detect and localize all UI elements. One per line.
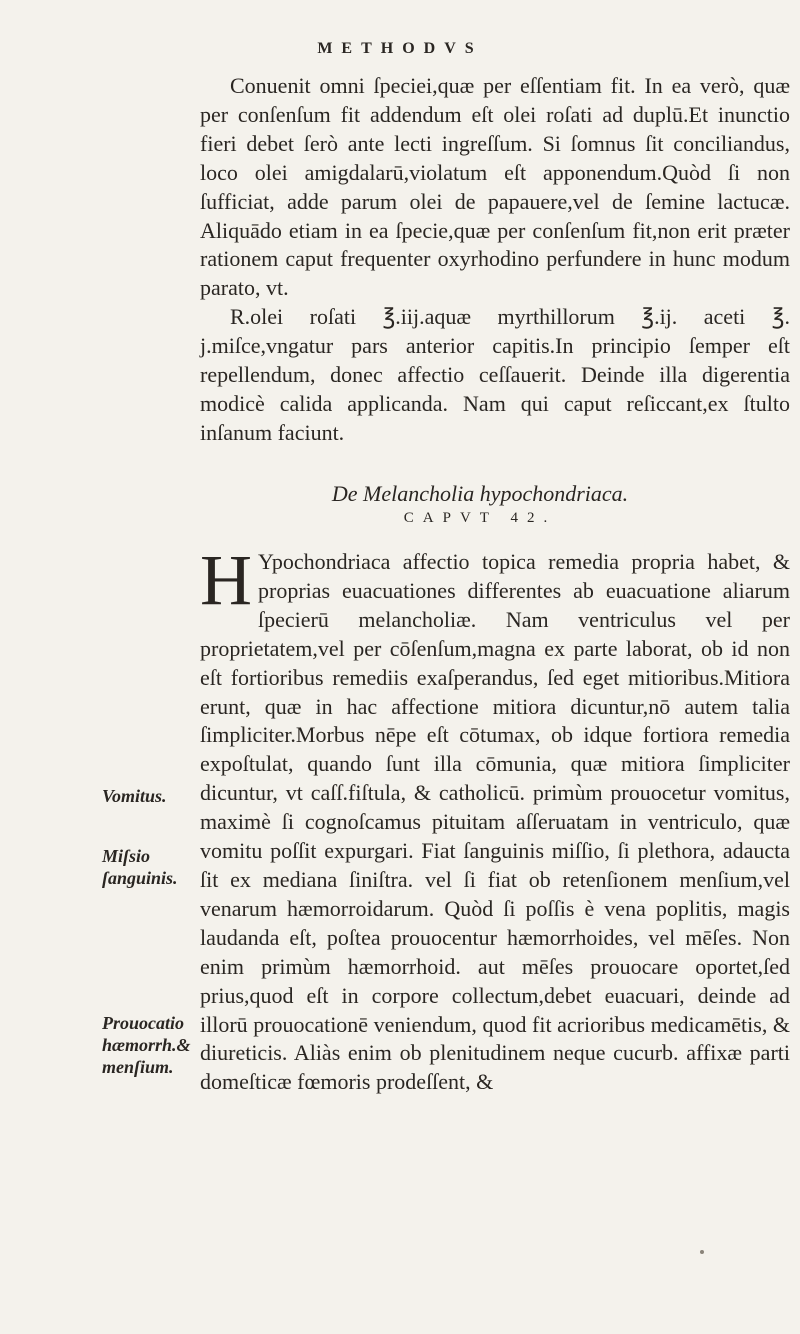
running-head: METHODVS (317, 40, 483, 57)
chapter-heading: De Melancholia hypochondriaca. (331, 481, 629, 506)
chapter-number: CAPVT 42. (403, 510, 557, 526)
text-block-top (200, 72, 790, 448)
margin-note-vomitus: Vomitus. (102, 786, 167, 806)
recipe-paragraph: R.olei roſati ℥.iij.aquæ myrthillorum ℥.ij. aceti ℥. j.miſce,vngatur pars anterior capitis.In principio ſemper eſt repellendum, donec affectio ceſſauerit. Deinde illa digerentia modicè calida applicanda. Nam qui caput reſiccant,ex ſtulto inſanum faciunt. (200, 304, 790, 445)
ink-speck (700, 1250, 704, 1254)
chapter-paragraph (200, 540, 790, 1097)
chapter-text: Ypochondriaca affectio topica remedia propria habet, & proprias euacuationes differentes ab euacuatione aliarum ſpecierū melancholiæ. Nam ventriculus vel per proprietatem,vel per cōſenſum,magna ex parte laborat, ob id non eſt fortioribus remediis exaſperandus, ſed eget mitioribus.Mitiora erunt, quæ in hac affectione mitiora dicuntur,nō autem talia ſimpliciter.Morbus nēpe eſt cōtumax, ob idque fortiora remedia expoſtulat, quando ſunt illa cōmunia, quæ mitiora ſimpliciter dicuntur, vt caſſ.fiſtula, & catholicū. primùm prouocetur vomitus, maximè ſi cognoſcamus pituitam aſſeruatam in ventriculo, quæ vomitu poſſit expurgari. Fiat ſanguinis miſſio, ſi plethora, adaucta ſit ex mediana ſiniſtra. vel ſi fiat ob retenſionem menſium,vel venarum hæmorroidarum. Quòd ſi poſſis è vena poplitis, magis laudanda eſt, poſtea prouocentur hæmorrhoides, vel mēſes. Non enim primùm hæmorrhoid. aut mēſes prouocare oportet,ſed prius,quod eſt in corpore collectum,debet euacuari, deinde ad illorū prouocationē veniendum, quod fit acrioribus medicamētis, & diureticis. Aliàs enim ob plenitudinem neque cucurb. affixæ parti domeſticæ fœmoris prodeſſent, & (200, 549, 790, 1095)
drop-cap: H (200, 540, 252, 620)
paragraph: Conuenit omni ſpeciei,quæ per eſſentiam fit. In ea verò, quæ per conſenſum fit addendum eſt olei roſati ad duplū.Et inunctio fieri debet ſerò ante lecti ingreſſum. Si ſomnus ſit conciliandus, loco olei amigdalarū,violatum eſt apponendum.Quòd ſi non ſufficiat, adde parum olei de papauere,vel de ſemine lactucæ. Aliquādo etiam in ea ſpecie,quæ per conſenſum fit,non erit præter rationem caput frequenter oxyrhodino perfundere in hunc modum parato, vt. (200, 73, 790, 301)
text-block-chapter (200, 540, 790, 1097)
margin-note-prouocatio: Prouocatio hæmorrh.& menſium. (102, 1013, 191, 1077)
margin-note-missio: Miſsio ſanguinis. (102, 846, 178, 888)
